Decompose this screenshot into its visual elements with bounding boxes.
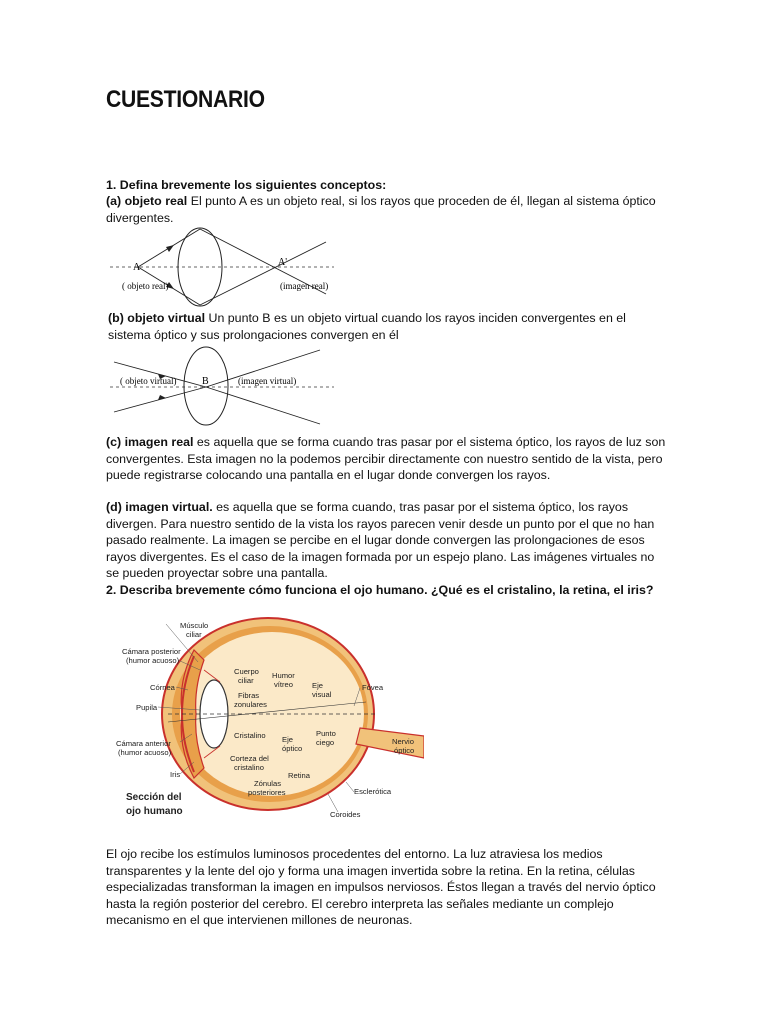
label-eje-optico-2: óptico [282,744,303,753]
label-fovea: Fóvea [362,683,384,692]
page-title: CUESTIONARIO [106,86,265,113]
label-nervio-optico: Nervio [392,737,414,746]
definition-d-text: es aquella que se forma cuando, tras pasar por el sistema óptico, los rayos divergen. Para nuestro sentido de la vista los rayos parecen venir desde un punto por el que no han pasado realmente. La imagen se percibe en el lugar donde convergen las prolongaciones de esos rayos divergentes. Es el caso de la imagen formada por un espejo plano. Las imágenes virtuales no se pueden proyectar sobre una pantalla. [106,500,655,580]
definition-a [106,193,666,226]
point-b-label: B [202,376,209,387]
definition-c-text: es aquella que se forma cuando tras pasar por el sistema óptico, los rayos de luz son convergentes. Esta imagen no la podemos percibir directamente con nuestro sentido de la vista, pero puede registrarse colocando una pantalla en el lugar donde convergen los rayos. [106,435,666,482]
arrow-head [166,245,174,252]
label-humor-vitreo: Humor [272,671,295,680]
label-fibras-zonulares-2: zonulares [234,700,267,709]
eye-diagram [108,610,424,830]
label-eje-optico: Eje [282,735,293,744]
label-punto-ciego: Punto [316,729,336,738]
eye-caption-line-2: ojo humano [126,806,183,817]
label-cristalino: Cristalino [234,731,266,740]
label-esclerotica: Esclerótica [354,787,392,796]
definition-c-label: (c) imagen real [106,435,194,449]
label-nervio-optico-2: óptico [394,746,415,755]
label-iris: Iris [170,770,181,779]
label-corteza-2: cristalino [234,763,264,772]
label-punto-ciego-2: ciego [316,738,335,747]
definition-b-text: Un punto B es un objeto virtual cuando los rayos inciden convergentes en el sistema óptico y sus prolongaciones convergen en él [108,311,626,342]
definition-d-label: (d) imagen virtual. [106,500,213,514]
label-cornea: Córnea [150,683,175,692]
real-object-figure [106,226,338,308]
eye-caption-line-1: Sección del [126,792,182,803]
label-coroides: Coroides [330,810,361,819]
point-a-prime-label: A' [278,257,288,268]
label-corteza: Corteza del [230,754,269,763]
ray-lower-out [200,242,329,305]
real-image-caption: (imagen real) [280,281,329,291]
label-cuerpo-ciliar: Cuerpo [234,667,259,676]
label-musculo-ciliar: Músculo [180,621,209,630]
label-retina: Retina [288,771,310,780]
definition-b [108,310,668,343]
definition-a-label: (a) objeto real [106,194,188,208]
ray-out-lower [206,387,320,424]
question-2-heading: 2. Describa brevemente cómo funciona el ojo humano. ¿Qué es el cristalino, la retina, el iris? [106,583,654,597]
label-eje-visual: Eje [312,681,323,690]
label-pupila: Pupila [136,703,158,712]
label-zonulas-2: posteriores [248,788,286,797]
label-cuerpo-ciliar-2: ciliar [238,676,254,685]
definition-c [106,434,666,484]
question-1-heading: 1. Defina brevemente los siguientes conceptos: [106,178,387,192]
label-zonulas: Zónulas [254,779,282,788]
label-fibras-zonulares: Fibras [238,691,260,700]
label-musculo-ciliar-2: ciliar [186,630,202,639]
definition-d [106,499,666,582]
label-camara-posterior: Cámara posterior [122,647,181,656]
definition-b-label: (b) objeto virtual [108,311,206,325]
real-object-caption: ( objeto real) [122,281,169,291]
label-eje-visual-2: visual [312,690,332,699]
virtual-object-figure [106,344,338,428]
label-camara-posterior-2: (humor acuoso) [126,656,180,665]
point-a-label: A [133,262,141,273]
label-humor-vitreo-2: vítreo [274,680,293,689]
virtual-object-caption: ( objeto virtual) [120,376,177,386]
label-camara-anterior: Cámara anterior [116,739,171,748]
definition-a-text: El punto A es un objeto real, si los rayos que proceden de él, llegan al sistema óptico divergentes. [106,194,656,225]
virtual-image-caption: (imagen virtual) [238,376,297,386]
label-camara-anterior-2: (humor acuoso) [118,748,172,757]
question-2-answer: El ojo recibe los estímulos luminosos procedentes del entorno. La luz atraviesa los medios transparentes y la lente del ojo y forma una imagen invertida sobre la retina. En la retina, células especializadas transforman la imagen en impulsos nerviosos. Éstos llegan a través del nervio óptico hasta la región posterior del cerebro. El cerebro interpreta las señales mediante un complejo mecanismo en el que intervienen millones de neuronas. [106,847,656,927]
